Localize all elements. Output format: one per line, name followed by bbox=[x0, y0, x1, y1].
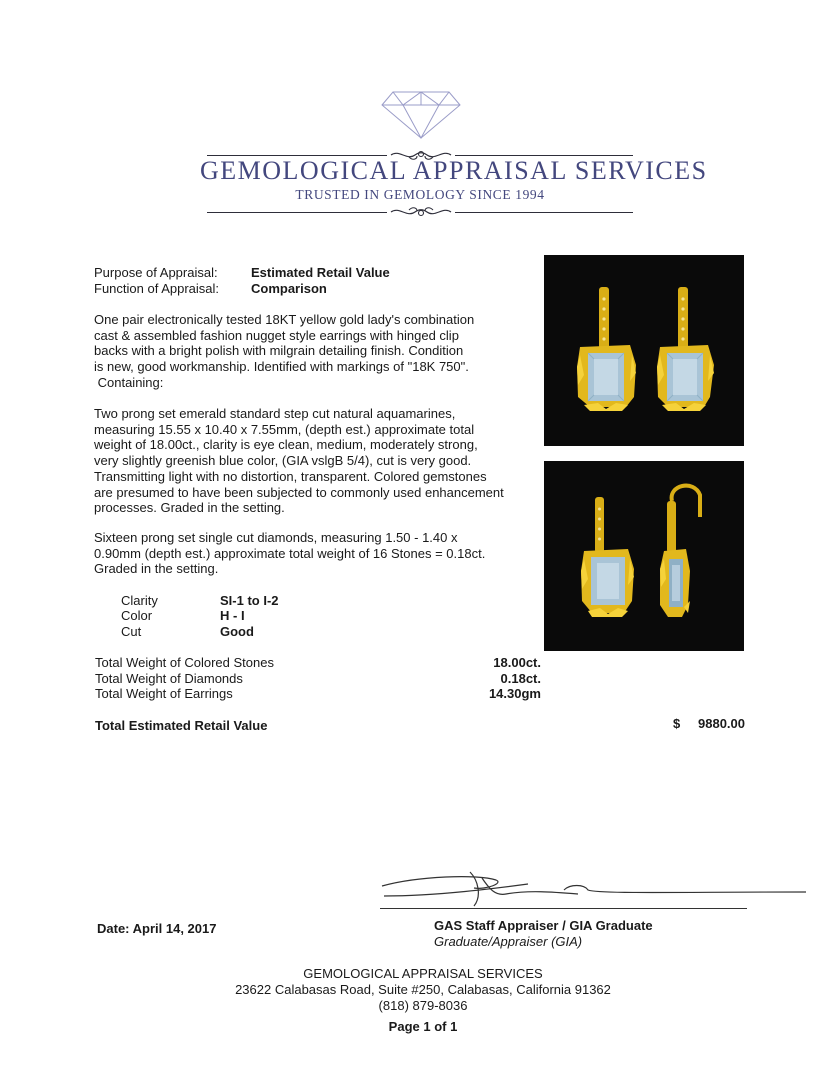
company-name-heading: GEMOLOGICAL APPRAISAL SERVICES bbox=[200, 156, 708, 185]
diamond-line: Graded in the setting. bbox=[94, 561, 219, 577]
aquamarine-line: Transmitting light with no distortion, transparent. Colored gemstones bbox=[94, 468, 487, 484]
colored-stones-weight-value: 18.00ct. bbox=[493, 655, 541, 670]
aquamarine-line: weight of 18.00ct., clarity is eye clean, medium, moderately strong, bbox=[94, 437, 478, 453]
cut-value: Good bbox=[220, 624, 254, 639]
earring-right bbox=[657, 287, 714, 411]
diamond-line: 0.90mm (depth est.) approximate total weight of 16 Stones = 0.18ct. bbox=[94, 545, 486, 561]
clarity-label: Clarity bbox=[121, 593, 158, 608]
total-value-label: Total Estimated Retail Value bbox=[95, 718, 268, 733]
earrings-weight-label: Total Weight of Earrings bbox=[95, 686, 233, 701]
diamond-logo-icon bbox=[381, 91, 461, 139]
function-value: Comparison bbox=[251, 281, 327, 296]
company-tagline: TRUSTED IN GEMOLOGY SINCE 1994 bbox=[295, 187, 545, 202]
item-description bbox=[94, 312, 474, 391]
total-value-amount: 9880.00 bbox=[698, 716, 745, 731]
appraiser-signature bbox=[378, 866, 810, 910]
aquamarine-line: very slightly greenish blue color, (GIA vslgB 5/4), cut is very good. bbox=[94, 453, 472, 469]
footer-address: 23622 Calabasas Road, Suite #250, Calabasas, California 91362 bbox=[235, 982, 611, 997]
footer-company-name: GEMOLOGICAL APPRAISAL SERVICES bbox=[303, 966, 543, 981]
aquamarine-line: processes. Graded in the setting. bbox=[94, 500, 285, 516]
function-label: Function of Appraisal: bbox=[94, 281, 220, 296]
header-rule-bottom-right bbox=[455, 212, 633, 213]
earring-side-view bbox=[660, 486, 700, 617]
earring-front-view bbox=[581, 497, 634, 617]
description-line: is new, good workmanship. Identified with markings of "18K 750". bbox=[94, 359, 469, 375]
earrings-side-illustration bbox=[544, 461, 744, 651]
cut-label: Cut bbox=[121, 624, 142, 639]
earring-left bbox=[577, 287, 636, 411]
earrings-photo-front bbox=[544, 255, 744, 446]
footer-phone: (818) 879-8036 bbox=[378, 998, 468, 1013]
currency-symbol: $ bbox=[673, 716, 681, 731]
description-line: cast & assembled fashion nugget style earrings with hinged clip bbox=[94, 327, 459, 343]
clarity-value: SI-1 to I-2 bbox=[220, 593, 279, 608]
aquamarine-line: measuring 15.55 x 10.40 x 7.55mm, (depth est.) approximate total bbox=[94, 421, 475, 437]
signature-line bbox=[380, 908, 747, 909]
color-label: Color bbox=[121, 608, 153, 623]
description-line: backs with a bright polish with milgrain detailing finish. Condition bbox=[94, 343, 464, 359]
description-line: Containing: bbox=[94, 374, 164, 390]
description-line: One pair electronically tested 18KT yellow gold lady's combination bbox=[94, 312, 475, 327]
diamond-description bbox=[94, 530, 485, 577]
color-value: H - I bbox=[220, 608, 245, 623]
aquamarine-line: Two prong set emerald standard step cut natural aquamarines, bbox=[94, 406, 456, 421]
appraiser-title: GAS Staff Appraiser / GIA Graduate bbox=[434, 918, 653, 933]
header-rule-bottom-left bbox=[207, 212, 387, 213]
aquamarine-line: are presumed to have been subjected to commonly used enhancement bbox=[94, 484, 504, 500]
aquamarine-description bbox=[94, 406, 504, 516]
page-number: Page 1 of 1 bbox=[388, 1019, 458, 1034]
purpose-label: Purpose of Appraisal: bbox=[94, 265, 218, 280]
diamonds-weight-label: Total Weight of Diamonds bbox=[95, 671, 243, 686]
earrings-photo-side bbox=[544, 461, 744, 651]
purpose-value: Estimated Retail Value bbox=[251, 265, 390, 280]
appraisal-date: Date: April 14, 2017 bbox=[97, 921, 217, 936]
colored-stones-weight-label: Total Weight of Colored Stones bbox=[95, 655, 274, 670]
diamond-line: Sixteen prong set single cut diamonds, measuring 1.50 - 1.40 x bbox=[94, 530, 458, 545]
diamonds-weight-value: 0.18ct. bbox=[500, 671, 541, 686]
earrings-weight-value: 14.30gm bbox=[488, 686, 541, 701]
earrings-front-illustration bbox=[544, 255, 744, 446]
appraiser-subtitle: Graduate/Appraiser (GIA) bbox=[434, 934, 583, 949]
flourish-ornament-bottom bbox=[389, 205, 453, 219]
